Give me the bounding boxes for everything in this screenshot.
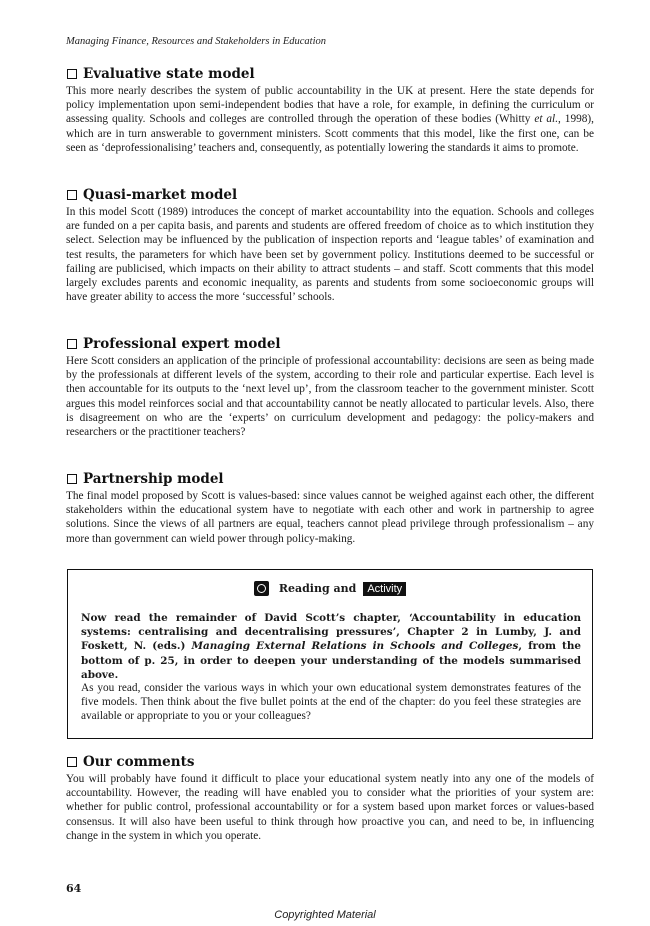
section-heading-text: Professional expert model <box>83 336 281 352</box>
section-heading-text: Quasi-market model <box>83 187 238 203</box>
section-heading-text: Our comments <box>83 754 195 770</box>
activity-title-activity: Activity <box>363 582 406 596</box>
section-heading <box>66 336 594 352</box>
running-head: Managing Finance, Resources and Stakeholders in Education <box>66 36 327 47</box>
activity-instructions: Now read the remainder of David Scott’s chapter, ‘Accountability in education systems: centralising and decentralising pressures’, Chapter 2 in Lumby, J. and Foskett, N. (eds.) Managing External Relations in Schools and Colleges, from the bottom of p. 25, in order to deepen your understanding of the models summarised above. <box>81 612 582 681</box>
page-number: 64 <box>66 882 82 895</box>
activity-title <box>68 581 592 596</box>
section-our-comments <box>66 754 594 843</box>
section-heading <box>66 754 594 770</box>
section-heading <box>66 187 594 203</box>
section-quasi-market <box>66 187 594 304</box>
section-heading <box>66 66 594 82</box>
section-body: This more nearly describes the system of public accountability in the UK at present. Here the state depends for policy implementation upon semi-independent bodies that have a role, for example, in defining the curriculum or assessing quality. Schools and colleges are controlled through the operation of these bodies (Whitty et al., 1998), which are in turn answerable to government ministers. Scott comments that this model, like the first one, can be seen as ‘deprofessionalising’ teachers and, consequently, as potentially lowering the standards it aims to promote. <box>66 85 594 154</box>
section-body: In this model Scott (1989) introduces the concept of market accountability into the equation. Schools and colleges are funded on a per capita basis, and parents and students are offered freedom of choice as to which institution they select. Selection may be influenced by the publication of inspection reports and ‘league tables’ of examination and test results, the parameters for which have been set by government policy. Institutions deemed to be successful or failing are publicised, which impacts on their ability to attract students – and staff. Scott comments that this model largely excludes parents and economic inequality, as parents and students from some socioeconomic groups will have greater ability to access the more ‘successful’ schools. <box>66 206 594 304</box>
checkbox-bullet-icon <box>67 757 77 767</box>
section-body: Here Scott considers an application of the principle of professional accountability: decisions are seen as being made by the professionals at different levels of the system, according to their role and particular expertise. Each level is then accountable for its outputs to the ‘next level up’, from the classroom teacher to the government minister. Scott argues this model reinforces social and that accountability cannot be neatly allocated to particular levels. Also, there is disagreement on who are the ‘experts’ on curriculum development and pedagogy: the policy-makers and researchers or the practitioner teachers? <box>66 355 594 439</box>
reading-activity-box <box>67 569 593 739</box>
checkbox-bullet-icon <box>67 474 77 484</box>
reading-icon <box>254 581 269 596</box>
section-heading <box>66 471 594 487</box>
section-partnership <box>66 471 594 546</box>
activity-reflection: As you read, consider the various ways in which your own educational system demonstrates features of the five models. Then think about the five bullet points at the end of the chapter: do you feel these strategies are available or appropriate to you or your colleagues? <box>81 682 581 723</box>
checkbox-bullet-icon <box>67 190 77 200</box>
section-heading-text: Partnership model <box>83 471 224 487</box>
section-heading-text: Evaluative state model <box>83 66 255 82</box>
copyright-watermark: Copyrighted Material <box>274 909 376 921</box>
section-body: The final model proposed by Scott is values-based: since values cannot be weighed against each other, the different stakeholders within the educational system have to negotiate with each other and work in partnership to agree solutions. Since the views of all partners are equal, teachers cannot plead privilege through professionalism – any more than government can wield power through policy-making. <box>66 490 594 545</box>
section-body: You will probably have found it difficult to place your educational system neatly into any one of the models of accountability. However, the reading will have enabled you to consider what the priorities of your system are: whether for public control, professional accountability or for a system based upon market forces or values-based consensus. It will also have been useful to think through how proactive you can, and need to be, in influencing change in the system in which you operate. <box>66 773 594 842</box>
activity-title-reading: Reading and <box>278 582 357 595</box>
checkbox-bullet-icon <box>67 69 77 79</box>
section-evaluative-state <box>66 66 594 155</box>
section-professional-expert <box>66 336 594 439</box>
checkbox-bullet-icon <box>67 339 77 349</box>
